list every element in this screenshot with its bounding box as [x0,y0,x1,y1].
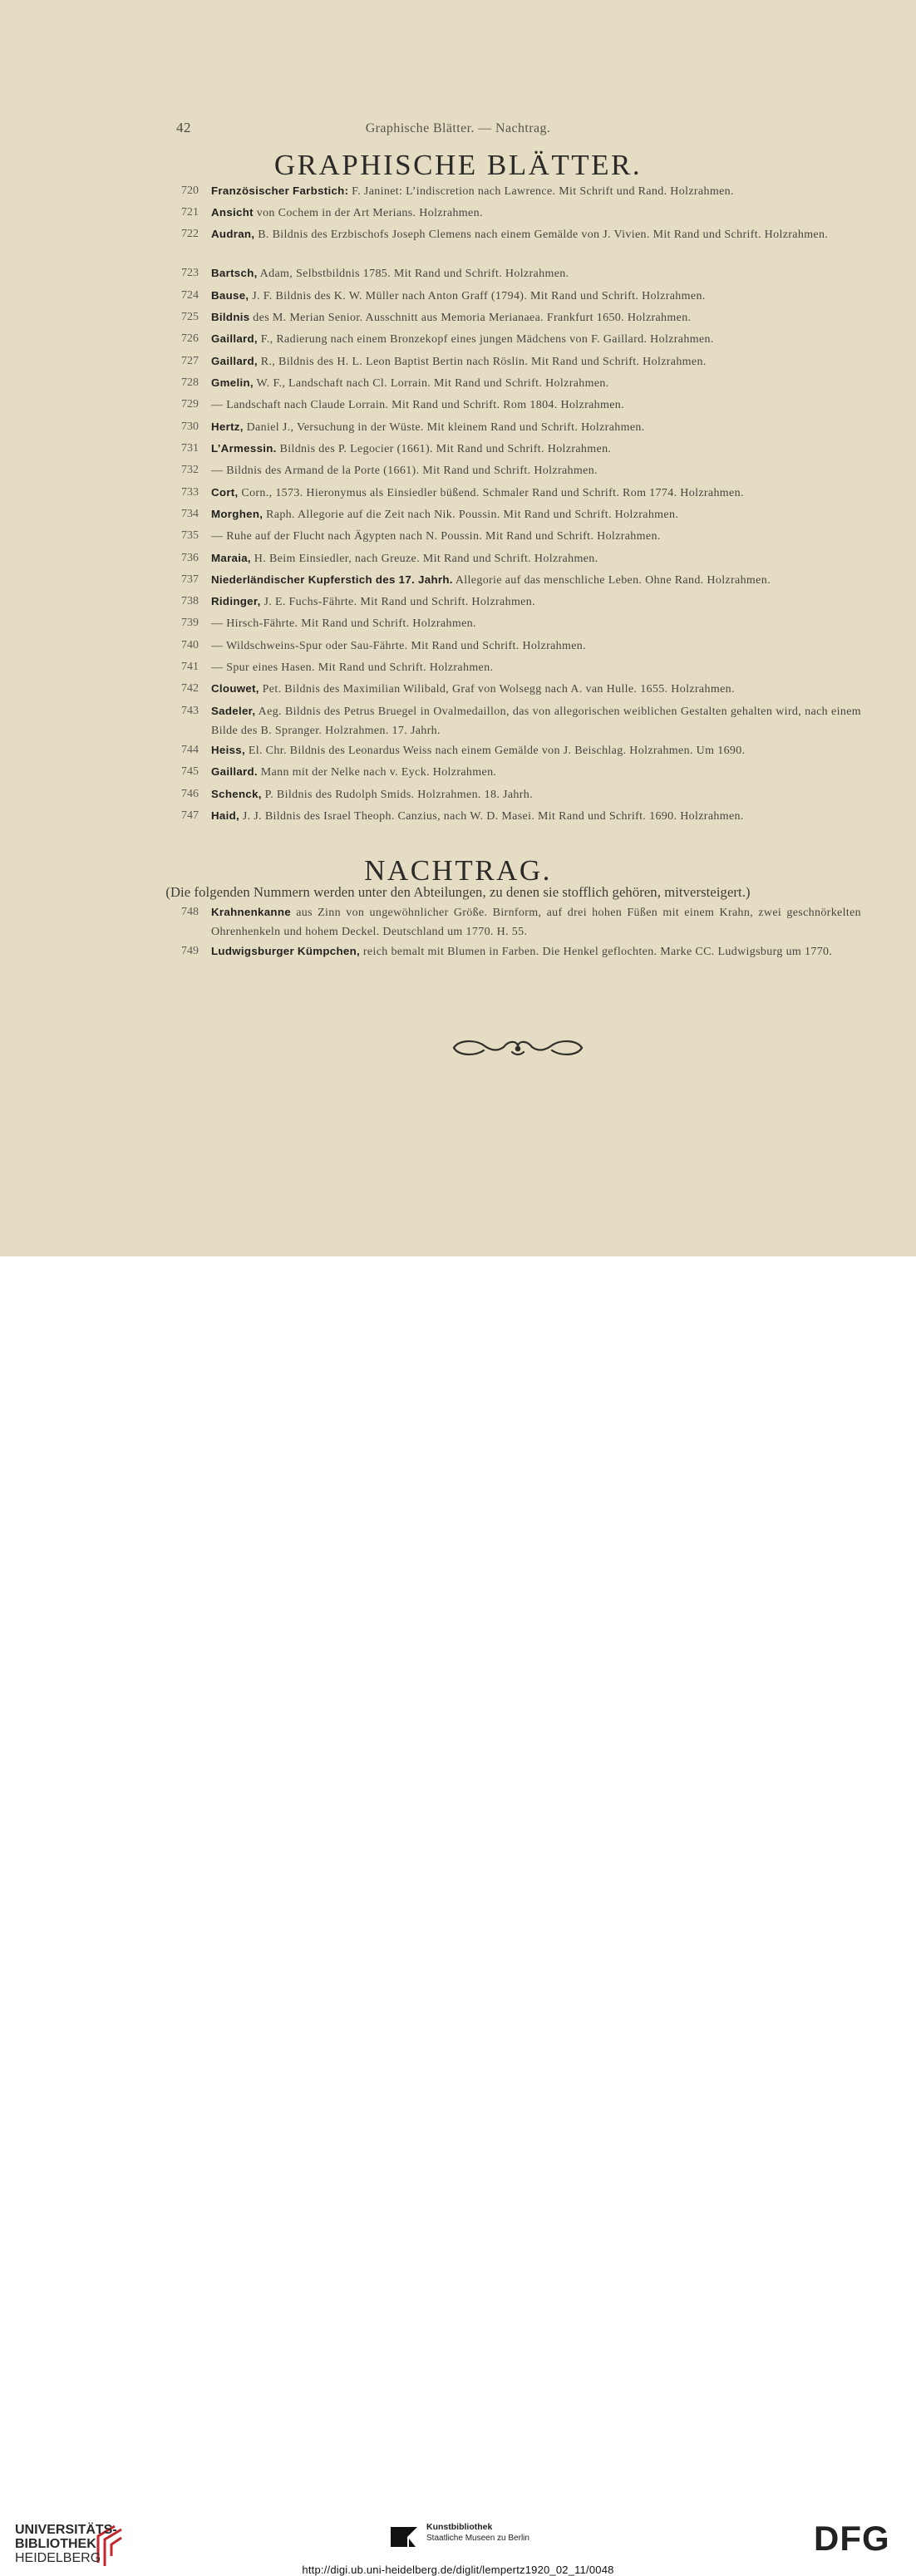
lot-number: 746 [181,788,199,800]
catalogue-entry [181,902,861,941]
lot-text: Mann mit der Nelke nach v. Eyck. Holzrahmen. [257,766,497,779]
lot-number: 726 [181,332,199,345]
catalogue-entry [181,181,861,201]
catalogue-entry [181,740,861,760]
library-line-2: BIBLIOTHEK [15,2537,96,2551]
lot-artist-name: L’Armessin. [211,442,277,455]
lot-text: reich bemalt mit Blumen in Farben. Die Henkel geflochten. Marke CC. Ludwigsburg um 1770. [360,946,833,958]
catalogue-entry [181,483,861,503]
lot-number: 725 [181,311,199,323]
lot-artist-name: Audran, [211,228,255,240]
lot-description [211,439,861,459]
lot-text: — Wildschweins-Spur oder Sau-Fährte. Mit Rand und Schrift. Holzrahmen. [211,640,586,652]
lot-text: von Cochem in der Art Merians. Holzrahmen. [253,207,483,219]
lot-description [211,902,861,941]
catalogue-entry [181,263,861,283]
lot-text: F. Janinet: L’indiscretion nach Lawrence. Mit Schrift und Rand. Holzrahmen. [348,185,734,198]
lot-artist-name: Französischer Farbstich: [211,184,349,197]
lot-number: 749 [181,945,199,957]
lot-description [211,483,861,503]
lot-artist-name: Ansicht [211,206,254,219]
lot-description [211,373,861,393]
lot-number: 722 [181,228,199,240]
ornament-flourish-icon [447,1035,589,1060]
catalogue-entry [181,504,861,524]
lot-description [211,636,861,656]
lot-description [211,570,861,590]
lot-number: 721 [181,206,199,219]
lot-description [211,307,861,327]
lot-text: Bildnis des P. Legocier (1661). Mit Rand und Schrift. Holzrahmen. [276,443,612,455]
lot-artist-name: Bartsch, [211,267,258,279]
lot-artist-name: Ridinger, [211,595,261,607]
lot-text: J. E. Fuchs-Fährte. Mit Rand und Schrift. Holzrahmen. [260,596,535,608]
lot-number: 733 [181,486,199,499]
lot-number: 727 [181,355,199,367]
lot-text: — Ruhe auf der Flucht nach Ägypten nach N. Poussin. Mit Rand und Schrift. Holzrahmen. [211,530,661,543]
lot-description [211,329,861,349]
catalogue-entry [181,329,861,349]
catalogue-entry [181,570,861,590]
lot-description [211,504,861,524]
page-number: 42 [176,120,191,135]
lot-description [211,203,861,223]
lot-text: J. F. Bildnis des K. W. Müller nach Anton Graff (1794). Mit Rand und Schrift. Holzrahmen. [249,290,706,302]
lot-number: 748 [181,906,199,918]
lot-description [211,657,861,677]
lot-description [211,701,861,740]
lot-number: 747 [181,809,199,822]
lot-description [211,417,861,437]
lot-text: — Spur eines Hasen. Mit Rand und Schrift. Holzrahmen. [211,661,494,674]
lot-number: 734 [181,508,199,520]
nachtrag-note: (Die folgenden Nummern werden unter den Abteilungen, zu denen sie stofflich gehören, mitversteigert.) [165,884,751,900]
lot-description [211,762,861,782]
lot-text: Adam, Selbstbildnis 1785. Mit Rand und Schrift. Holzrahmen. [257,268,569,280]
lot-description [211,548,861,568]
section-title-nachtrag: NACHTRAG. [364,854,552,887]
kunstbibliothek-name [426,2522,529,2544]
scanned-page [0,0,916,1256]
catalogue-entry [181,351,861,371]
lot-number: 741 [181,661,199,673]
lot-artist-name: Clouwet, [211,682,259,695]
library-line-1: UNIVERSITÄTS- [15,2523,117,2537]
lot-description [211,263,861,283]
lot-text: R., Bildnis des H. L. Leon Baptist Bertin nach Röslin. Mit Rand und Schrift. Holzrahmen. [257,356,707,368]
lot-description [211,351,861,371]
catalogue-entry [181,395,861,415]
catalogue-entry [181,286,861,306]
catalogue-entry [181,548,861,568]
lot-number: 730 [181,420,199,433]
lot-number: 732 [181,464,199,476]
lot-text: des M. Merian Senior. Ausschnitt aus Memoria Merianaea. Frankfurt 1650. Holzrahmen. [249,312,692,324]
partner-line-1: Kunstbibliothek [426,2522,493,2532]
lot-number: 735 [181,529,199,542]
lot-text: J. J. Bildnis des Israel Theoph. Canzius, nach W. D. Masei. Mit Rand und Schrift. 1690. Holzrahmen. [239,810,744,823]
lot-number: 728 [181,376,199,389]
lot-number: 729 [181,398,199,410]
catalogue-entry [181,701,861,740]
lot-number: 742 [181,682,199,695]
catalogue-entry [181,657,861,677]
lot-text: Pet. Bildnis des Maximilian Wilibald, Graf von Wolsegg nach A. van Hulle. 1655. Holzrahmen. [259,683,735,696]
catalogue-entry [181,941,861,961]
lot-artist-name: Schenck, [211,788,262,800]
lot-text: — Hirsch-Fährte. Mit Rand und Schrift. Holzrahmen. [211,617,476,630]
lot-text: Aeg. Bildnis des Petrus Bruegel in Ovalmedaillon, das von allegorischen weiblichen Gestalten gehalten wird, nach einem Bilde des B. Spranger. Holzrahmen. 17. Jahrh. [211,705,861,737]
lot-artist-name: Gaillard. [211,765,258,778]
lot-text: Daniel J., Versuchung in der Wüste. Mit kleinem Rand und Schrift. Holzrahmen. [243,421,645,434]
catalogue-entry [181,307,861,327]
catalogue-entry [181,784,861,804]
catalogue-entry [181,460,861,480]
lot-artist-name: Ludwigsburger Kümpchen, [211,945,361,957]
lot-number: 736 [181,552,199,564]
lot-description [211,224,861,244]
lot-number: 744 [181,744,199,756]
lot-artist-name: Heiss, [211,744,245,756]
lot-artist-name: Maraia, [211,552,251,564]
catalogue-entry [181,417,861,437]
lot-description [211,286,861,306]
catalogue-entry [181,526,861,546]
lot-number: 723 [181,267,199,279]
digitization-footer [0,1256,916,2576]
lot-text: F., Radierung nach einem Bronzekopf eines jungen Mädchens von F. Gaillard. Holzrahmen. [257,333,714,346]
lot-description [211,460,861,480]
dfg-logo: DFG [814,2519,890,2558]
lot-artist-name: Gmelin, [211,376,254,389]
lot-description [211,740,861,760]
lot-artist-name: Gaillard, [211,355,258,367]
catalogue-entry [181,613,861,633]
lot-description [211,592,861,612]
lot-artist-name: Gaillard, [211,332,258,345]
catalogue-entry [181,806,861,826]
catalogue-entry [181,203,861,223]
catalogue-entry [181,373,861,393]
lot-number: 731 [181,442,199,455]
catalogue-entry [181,224,861,244]
lot-text: — Landschaft nach Claude Lorrain. Mit Rand und Schrift. Rom 1804. Holzrahmen. [211,399,625,411]
lot-number: 720 [181,184,199,197]
lot-number: 738 [181,595,199,607]
lot-number: 745 [181,765,199,778]
lot-text: El. Chr. Bildnis des Leonardus Weiss nach einem Gemälde von J. Beischlag. Holzrahmen. Um 1690. [244,745,746,757]
lot-number: 739 [181,617,199,629]
lot-artist-name: Bildnis [211,311,250,323]
lot-text: — Bildnis des Armand de la Porte (1661). Mit Rand und Schrift. Holzrahmen. [211,465,598,477]
university-library-name [15,2523,117,2565]
running-head: Graphische Blätter. — Nachtrag. [365,121,551,135]
lot-artist-name: Morghen, [211,508,263,520]
lot-description [211,395,861,415]
lot-description [211,181,861,201]
lot-text: H. Beim Einsiedler, nach Greuze. Mit Rand und Schrift. Holzrahmen. [250,553,598,565]
catalogue-entry [181,592,861,612]
lot-description [211,613,861,633]
catalogue-entry [181,679,861,699]
lot-text: Allegorie auf das menschliche Leben. Ohne Rand. Holzrahmen. [452,574,771,587]
lot-number: 737 [181,573,199,586]
lot-artist-name: Cort, [211,486,239,499]
lot-text: P. Bildnis des Rudolph Smids. Holzrahmen. 18. Jahrh. [261,789,533,801]
lot-artist-name: Hertz, [211,420,244,433]
lot-text: W. F., Landschaft nach Cl. Lorrain. Mit Rand und Schrift. Holzrahmen. [253,377,609,390]
partner-line-2: Staatliche Museen zu Berlin [426,2534,529,2543]
lot-text: Raph. Allegorie auf die Zeit nach Nik. Poussin. Mit Rand und Schrift. Holzrahmen. [263,509,679,521]
library-line-3: HEIDELBERG [15,2551,101,2565]
catalogue-entry [181,636,861,656]
lot-artist-name: Bause, [211,289,249,302]
lot-number: 743 [181,705,199,717]
lot-artist-name: Sadeler, [211,705,256,717]
lot-description [211,526,861,546]
lot-artist-name: Niederländischer Kupferstich des 17. Jahrh. [211,573,453,586]
lot-text: Corn., 1573. Hieronymus als Einsiedler büßend. Schmaler Rand und Schrift. Rom 1774. Holzrahmen. [238,487,744,499]
section-title-graphische-blaetter: GRAPHISCHE BLÄTTER. [273,149,643,181]
lot-artist-name: Haid, [211,809,240,822]
catalogue-entry [181,762,861,782]
lot-number: 740 [181,639,199,651]
lot-description [211,784,861,804]
lot-description [211,806,861,826]
lot-number: 724 [181,289,199,302]
lot-description [211,679,861,699]
source-url-link[interactable]: http://digi.ub.uni-heidelberg.de/diglit/lempertz1920_02_11/0048 [302,2564,614,2576]
lot-artist-name: Krahnenkanne [211,906,291,918]
kunstbibliothek-logo-icon [391,2524,422,2549]
catalogue-entry [181,439,861,459]
lot-description [211,941,861,961]
lot-text: aus Zinn von ungewöhnlicher Größe. Birnform, auf drei hohen Füßen mit einem Krahn, zwei geschnörkelten Ohrenhenkeln und hohem Deckel. Deutschland um 1770. H. 55. [211,907,861,938]
lot-text: B. Bildnis des Erzbischofs Joseph Clemens nach einem Gemälde von J. Vivien. Mit Rand und Schrift. Holzrahmen. [254,229,829,241]
